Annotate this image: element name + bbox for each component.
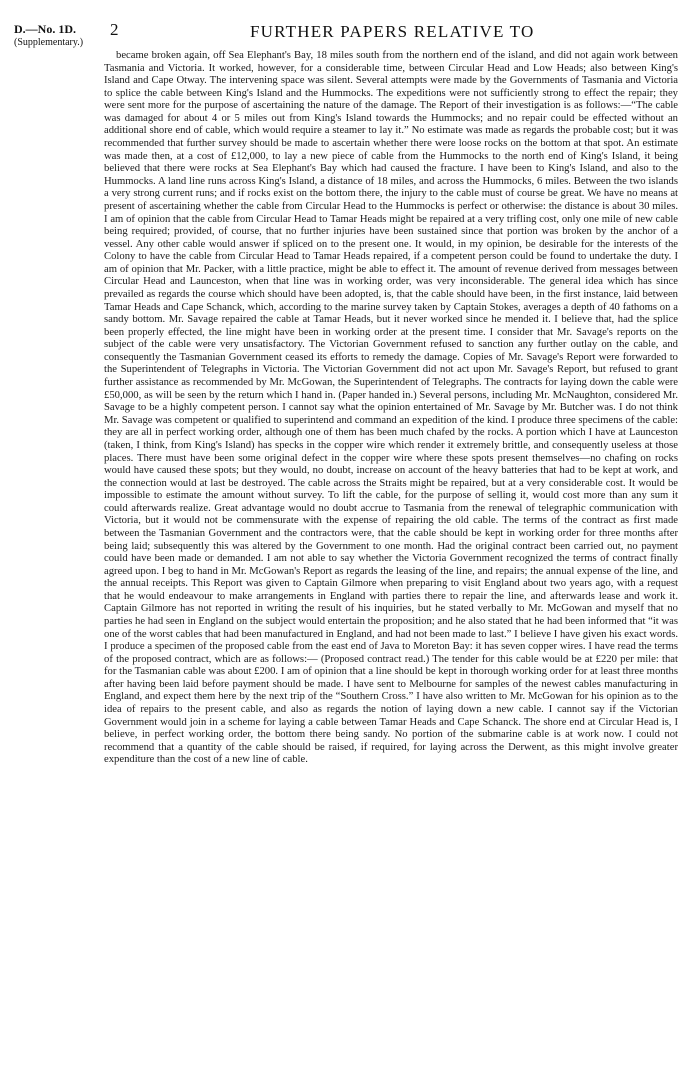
supplement-label: (Supplementary.) [14,37,84,48]
running-title: FURTHER PAPERS RELATIVE TO [250,22,535,41]
page-number: 2 [110,20,119,39]
document-reference [14,22,83,50]
ref-number: D.—No. 1D. [14,22,76,36]
body-paragraph: became broken again, off Sea Elephant's Bay, 18 miles south from the northern end of the island, and did not again work between Tasmania and Victoria. It worked, however, for a considerable time, between Circular Head and Low Heads; also between King's Island and Cape Otway. The intervening space was silent. Several attempts were made by the Governments of Tasmania and Victoria to splice the cable between King's Island and the Hummocks. The expeditions were not sufficiently strong to effect the repair; they were sent more for the purpose of ascertaining the nature of the damage. The Report of their investigation is as follows:—“The cable was damaged for about 4 or 5 miles out from King's Island towards the Hummocks; and no repair could be effected without an additional shore end of cable, which would require a steamer to lay it.” No estimate was made as regards the probable cost; but it was recommended that further survey should be made to ascertain whether there were loose rocks on the bottom at that spot. An estimate was made then, at a cost of £12,000, to lay a new piece of cable from the Hummocks to the north end of King's Island, it being believed that there were rocks at Sea Elephant's Bay which had caused the fracture. I have been to King's Island, and also to the Hummocks. A land line runs across King's Island, a distance of 18 miles, and across the Hummocks, 6 miles. Between the two islands a very strong current runs; and if rocks exist on the bottom there, the injury to the cable must of course be great. We have no means at present of ascertaining whether the cable from Circular Head to the Hummocks is perfect or otherwise: the distance is about 30 miles. I am of opinion that the cable from Circular Head to Tamar Heads might be repaired at a very trifling cost, only one mile of new cable being required; provided, of course, that no further injuries have been sustained since that portion was broken by the anchor of a vessel. Any other cable would answer if spliced on to the present one. It would, in my opinion, be desirable for the interests of the Colony to have the cable from Circular Head to Tamar Heads repaired, if a competent person could be found to undertake the duty. I am of opinion that Mr. Packer, with a little practice, might be able to effect it. The amount of revenue derived from messages between Circular Head and Launceston, when that line was in working order, was very inconsiderable. The general idea which has since prevailed as regards the course which should have been adopted, is, that the cable should have been, in the first instance, laid between Tamar Heads and Cape Schanck, which, according to the marine survey taken by Captain Stokes, averages a depth of 40 fathoms on a sandy bottom. Mr. Savage repaired the cable at Tamar Heads, but it never worked since he mended it. I believe that, had the splice been properly effected, the line might have been in working order at the present time. I consider that Mr. Savage's reports on the subject of the cable were very unsatisfactory. The Victorian Government refused to sanction any further outlay on the cable, and consequently the Tasmanian Government ceased its efforts to remedy the damage. Copies of Mr. Savage's Report were forwarded to the Superintendent of Telegraphs in Victoria. The Victorian Government did not act upon Mr. Savage's Report, but refused to grant further assistance as recommended by Mr. McGowan, the Superintendent of Telegraphs. The contracts for laying down the cable were £50,000, as will be seen by the return which I hand in. (Paper handed in.) Several persons, including Mr. McNaughton, considered Mr. Savage to be a highly competent person. I cannot say what the opinion entertained of Mr. Savage by Mr. Butcher was. I do not think Mr. Savage was competent or qualified to superintend and command an expedition of the kind. I produce three specimens of the cable: they are all in perfect working order, although one of them has been much chafed by the rocks. A portion which I have at Launceston (taken, I think, from King's Island) has specks in the copper wire which render it extremely brittle, and consequently useless at those places. There must have been some original defect in the copper wire where these spots present themselves—no chafing on rocks would have caused these spots; but they would, no doubt, increase on account of the heavy batteries that had to be kept at work, and the connection would at last be destroyed. The cable across the Straits might be repaired, but at a very considerable cost. It would be impossible to estimate the amount without survey. To lift the cable, for the purpose of selling it, would cost more than any sum it could afterwards realize. Great advantage would no doubt accrue to Tasmania from the renewal of telegraphic communication with Victoria, but it would not be commensurate with the expense of repairing the old cable. The terms of the contract as first made between the Tasmanian Government and the contractors were, that the cable should be kept in working order for three months after being laid; subsequently this was altered by the Government to one month. Had the original contract been carried out, no payment could have been made or demanded. I am not able to say whether the Victoria Government recognized the terms of contract finally agreed upon. I beg to hand in Mr. McGowan's Report as regards the leasing of the line, and repairs; the annual expense of the line, and the annual receipts. This Report was given to Captain Gilmore when preparing to visit England about two years ago, with a request that he would endeavour to make arrangements in England with parties there to repair the line, and afterwards lease and work it. Captain Gilmore has not reported in writing the result of his inquiries, but he stated verbally to Mr. McGowan and myself that no parties he had seen in England on the subject would entertain the proposition; and he also stated that he had been informed that “it was one of the worst cables that had been manufactured in England, and had not been made to last.” I believe I have given his exact words. I produce a specimen of the proposed cable from the east end of Java to Moreton Bay: it has seven copper wires. I have read the terms of the proposed contract, which are as follows:— (Proposed contract read.) The tender for this cable would be at £220 per mile: that for the Tasmanian cable was about £200. I am of opinion that a line should be kept in thorough working order for at least three months after having been laid before payment should be made. I have sent to Melbourne for samples of the newest cables manufacturing in England, and expect them here by the next trip of the “Southern Cross.” I have also written to Mr. McGowan for his opinion as to the idea of repairs to the present cable, and also as regards the notion of laying down a new cable. I cannot say if the Victorian Government would join in a scheme for laying a cable between Tamar Heads and Cape Schanck. The shore end at Circular Head is, I believe, in perfect working order, the bottom there being sandy. No portion of the submarine cable is at work now. I could not recommend that a quantity of the cable should be raised, if required, for laying across the Derwent, as this might involve greater expenditure than the cost of a new line of cable. [104,50,678,766]
